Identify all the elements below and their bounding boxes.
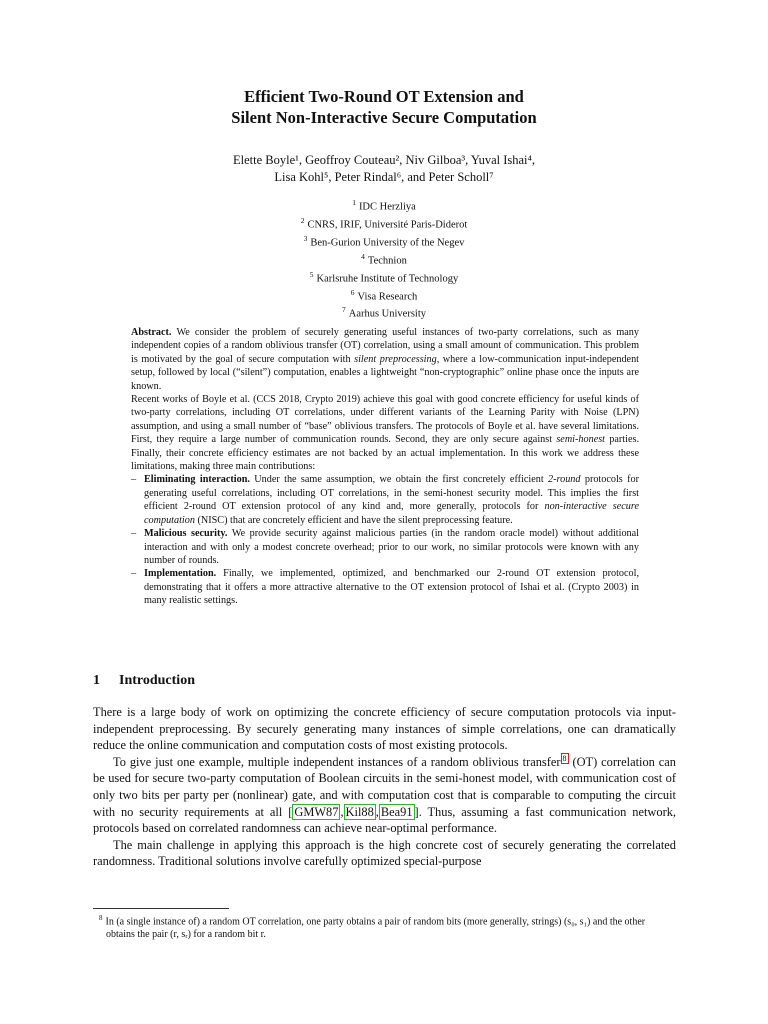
affiliation: $^1$ IDC Herzliya (352, 198, 416, 213)
body-text (93, 704, 676, 870)
abstract-paragraph-1: Abstract. We consider the problem of securely generating useful instances of two-party correlations, such as many independent copies of a random oblivious transfer (OT) correlation, using a small amount of communication. This problem is motivated by the goal of secure computation with silent preprocessing, where a low-communication input-independent setup, followed by local (“silent”) computation, enables a lightweight “non-cryptographic” online phase once the inputs are known. (131, 327, 639, 392)
authors-line-2: Lisa Kohl⁵, Peter Rindal⁶, and Peter Scholl⁷ (274, 170, 494, 184)
affiliation: $^7$ Aarhus University (341, 305, 427, 320)
title-line-2: Silent Non-Interactive Secure Computation (231, 108, 537, 127)
footnote-rule (93, 908, 229, 909)
title-line-1: Efficient Two-Round OT Extension and (244, 87, 524, 106)
citation-link[interactable]: Kil88 (345, 804, 374, 819)
footnote (93, 912, 676, 941)
abstract-label: Abstract. (131, 327, 172, 338)
affiliations (0, 196, 768, 321)
body-paragraph-3: The main challenge in applying this approach is the high concrete cost of securely generating the correlated randomness. Traditional solutions involve carefully optimized special-purpose (93, 837, 676, 869)
contribution-item: – Eliminating interaction. Under the same assumption, we obtain the first concretely efficient 2-round protocols for generating useful correlations, including OT correlations, in the semi-honest security model. This implies the first efficient 2-round OT extension protocol of any kind and, more generally, protocols for non-interactive secure computation (NISC) that are concretely efficient and have the silent preprocessing feature. (131, 474, 640, 526)
affiliation: $^2$ CNRS, IRIF, Université Paris-Diderot (300, 215, 468, 231)
section-title: Introduction (119, 673, 195, 688)
section-heading (93, 673, 195, 689)
footnote-number: 8 (99, 914, 103, 922)
section-number: 1 (93, 673, 100, 688)
affiliation: $^5$ Karlsruhe Institute of Technology (309, 269, 459, 285)
footnote-text: In (a single instance of) a random OT correlation, one party obtains a pair of random bits (more generally, strings) (s₀, s₁) and the other obtains the pair (r, sᵣ) for a random bit r. (105, 916, 646, 941)
affiliation: $^6$ Visa Research (350, 287, 418, 303)
contribution-list (131, 473, 639, 607)
affiliation: $^3$ Ben-Gurion University of the Negev (303, 233, 465, 249)
author-list (0, 152, 768, 186)
contribution-item: – Implementation. Finally, we implemented, optimized, and benchmarked our 2-round OT extension protocol, demonstrating that it offers a more attractive alternative to the OT extension protocol of Ishai et al. (Crypto 2003) in many realistic settings. (131, 568, 639, 607)
paper-title (0, 86, 768, 128)
body-paragraph-1: There is a large body of work on optimizing the concrete efficiency of secure computation protocols via input-independent preprocessing. By securely generating many instances of simple correlations, one can dramatically reduce the online communication and computation costs of most existing protocols. (93, 705, 676, 753)
authors-line-1: Elette Boyle¹, Geoffroy Couteau², Niv Gilboa³, Yuval Ishai⁴, (233, 153, 535, 167)
affiliation: $^4$ Technion (361, 251, 407, 267)
citation-link[interactable]: GMW87 (294, 804, 339, 819)
footnote-link[interactable]: 8 (562, 753, 567, 763)
abstract (131, 326, 639, 608)
body-paragraph-2: To give just one example, multiple independent instances of a random oblivious transfer $^8$ (OT) correlation can be used for secure two-party computation of Boolean circuits in the semi-honest model, with communication cost of only two bits per party per (nonlinear) gate, and with computation cost that is comparable to computing the circuit with no security requirements at all [ GMW87 , Kil88 , Bea91 ]. Thus, assuming a fast communication network, protocols based on correlated randomness can achieve near-optimal performance. (93, 753, 677, 836)
contribution-item: – Malicious security. We provide security against malicious parties (in the random oracle model) without additional interaction and with only a modest concrete overhead; prior to our work, no similar protocols were known with any number of rounds. (131, 528, 639, 566)
abstract-paragraph-2: Recent works of Boyle et al. (CCS 2018, Crypto 2019) achieve this goal with good concrete efficiency for useful kinds of two-party correlations, including OT correlations, under different variants of the Learning Parity with Noise (LPN) assumption, and using a small number of “base” oblivious transfers. The protocols of Boyle et al. have several limitations. First, they require a large number of communication rounds. Second, they are only secure against semi-honest parties. Finally, their concrete efficiency estimates are not backed by an actual implementation. In this work we address these limitations, making three main contributions: (131, 394, 640, 473)
citation-link[interactable]: Bea91 (380, 804, 413, 819)
